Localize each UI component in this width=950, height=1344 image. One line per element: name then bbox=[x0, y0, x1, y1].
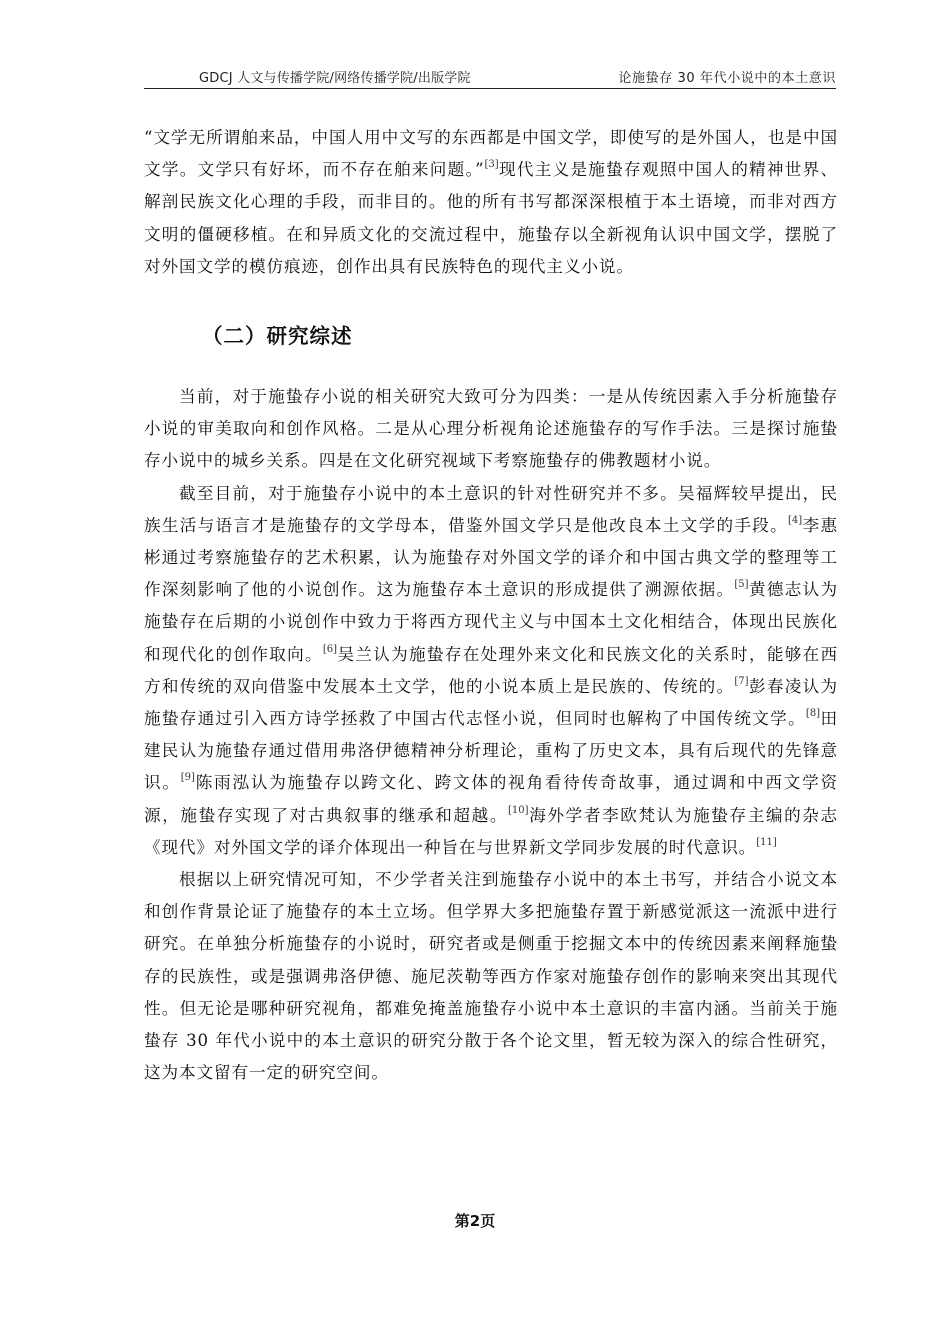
sentence: 田建民认为施蛰存通过借用弗洛伊德精神分析理论，重构了历史文本，具有后现代的先锋意识。 bbox=[144, 709, 838, 793]
sentence: 海外学者李欧梵认为施蛰存主编的杂志《现代》对外国文学的译介体现出一种旨在与世界新文学同步发展的时代意识。 bbox=[144, 805, 838, 857]
citation-10: [10] bbox=[508, 804, 529, 816]
header-institution: GDCJ 人文与传播学院/网络传播学院/出版学院 bbox=[199, 71, 471, 86]
running-header bbox=[144, 66, 836, 89]
paragraph-overview: 当前，对于施蛰存小说的相关研究大致可分为四类：一是从传统因素入手分析施蛰存小说的审美取向和创作风格。二是从心理分析视角论述施蛰存的写作手法。三是探讨施蛰存小说中的城乡关系。四是在文化研究视域下考察施蛰存的佛教题材小说。 bbox=[144, 387, 838, 471]
paragraph-conclusion: 根据以上研究情况可知，不少学者关注到施蛰存小说中的本土书写，并结合小说文本和创作背景论证了施蛰存的本土立场。但学界大多把施蛰存置于新感觉派这一流派中进行研究。在单独分析施蛰存的小说时，研究者或是侧重于挖掘文本中的传统因素来阐释施蛰存的民族性，或是强调弗洛伊德、施尼茨勒等西方作家对施蛰存创作的影响来突出其现代性。但无论是哪种研究视角，都难免掩盖施蛰存小说中本土意识的丰富内涵。当前关于施蛰存 30 年代小说中的本土意识的研究分散于各个论文里，暂无较为深入的综合性研究，这为本文留有一定的研究空间。 bbox=[144, 870, 838, 1083]
sentence: 李惠彬通过考察施蛰存的艺术积累，认为施蛰存对外国文学的译介和中国古典文学的整理等工作深刻影响了他的小说创作。这为施蛰存本土意识的形成提供了溯源依据。 bbox=[144, 515, 838, 600]
sentence: 截至目前，对于施蛰存小说中的本土意识的针对性研究并不多。吴福辉较早提出，民族生活与语言才是施蛰存的文学母本，借鉴外国文学只是他改良本土文学的手段。 bbox=[144, 483, 838, 535]
paragraph-literature bbox=[144, 478, 838, 864]
citation-7: [7] bbox=[734, 675, 749, 687]
sentence: 吴兰认为施蛰存在处理外来文化和民族文化的关系时，能够在西方和传统的双向借鉴中发展本土文学，他的小说本质上是民族的、传统的。 bbox=[144, 644, 838, 696]
sentence: 陈雨泓认为施蛰存以跨文化、跨文体的视角看待传奇故事，通过调和中西文学资源，施蛰存实现了对古典叙事的继承和超越。 bbox=[144, 773, 838, 825]
paragraph-quote bbox=[144, 122, 838, 283]
citation-9: [9] bbox=[180, 772, 195, 784]
paragraph-text: 现代主义是施蛰存观照中国人的精神世界、解剖民族文化心理的手段，而非目的。他的所有书写都深深根植于本土语境，而非对西方文明的僵硬移植。在和异质文化的交流过程中，施蛰存以全新视角认识中国文学，摆脱了对外国文学的模仿痕迹，创作出具有民族特色的现代主义小说。 bbox=[144, 160, 838, 276]
sentence: 黄德志认为施蛰存在后期的小说创作中致力于将西方现代主义与中国本土文化相结合，体现出民族化和现代化的创作取向。 bbox=[144, 580, 838, 664]
citation-3: [3] bbox=[484, 159, 499, 171]
citation-11: [11] bbox=[756, 836, 777, 848]
section-title: （二）研究综述 bbox=[202, 324, 353, 349]
body-text bbox=[144, 122, 838, 1089]
citation-4: [4] bbox=[788, 514, 803, 526]
page-number: 第2页 bbox=[454, 1212, 496, 1230]
citation-8: [8] bbox=[805, 708, 821, 720]
header-paper-title: 论施蛰存 30 年代小说中的本土意识 bbox=[618, 71, 836, 86]
citation-6: [6] bbox=[322, 643, 338, 655]
quote-text: “文学无所谓舶来品，中国人用中文写的东西都是中国文学，即使写的是外国人，也是中国文学。文学只有好坏，而不存在舶来问题。” bbox=[144, 128, 838, 180]
sentence: 彭春凌认为施蛰存通过引入西方诗学拯救了中国古代志怪小说，但同时也解构了中国传统文学。 bbox=[144, 676, 838, 729]
citation-5: [5] bbox=[734, 579, 749, 591]
